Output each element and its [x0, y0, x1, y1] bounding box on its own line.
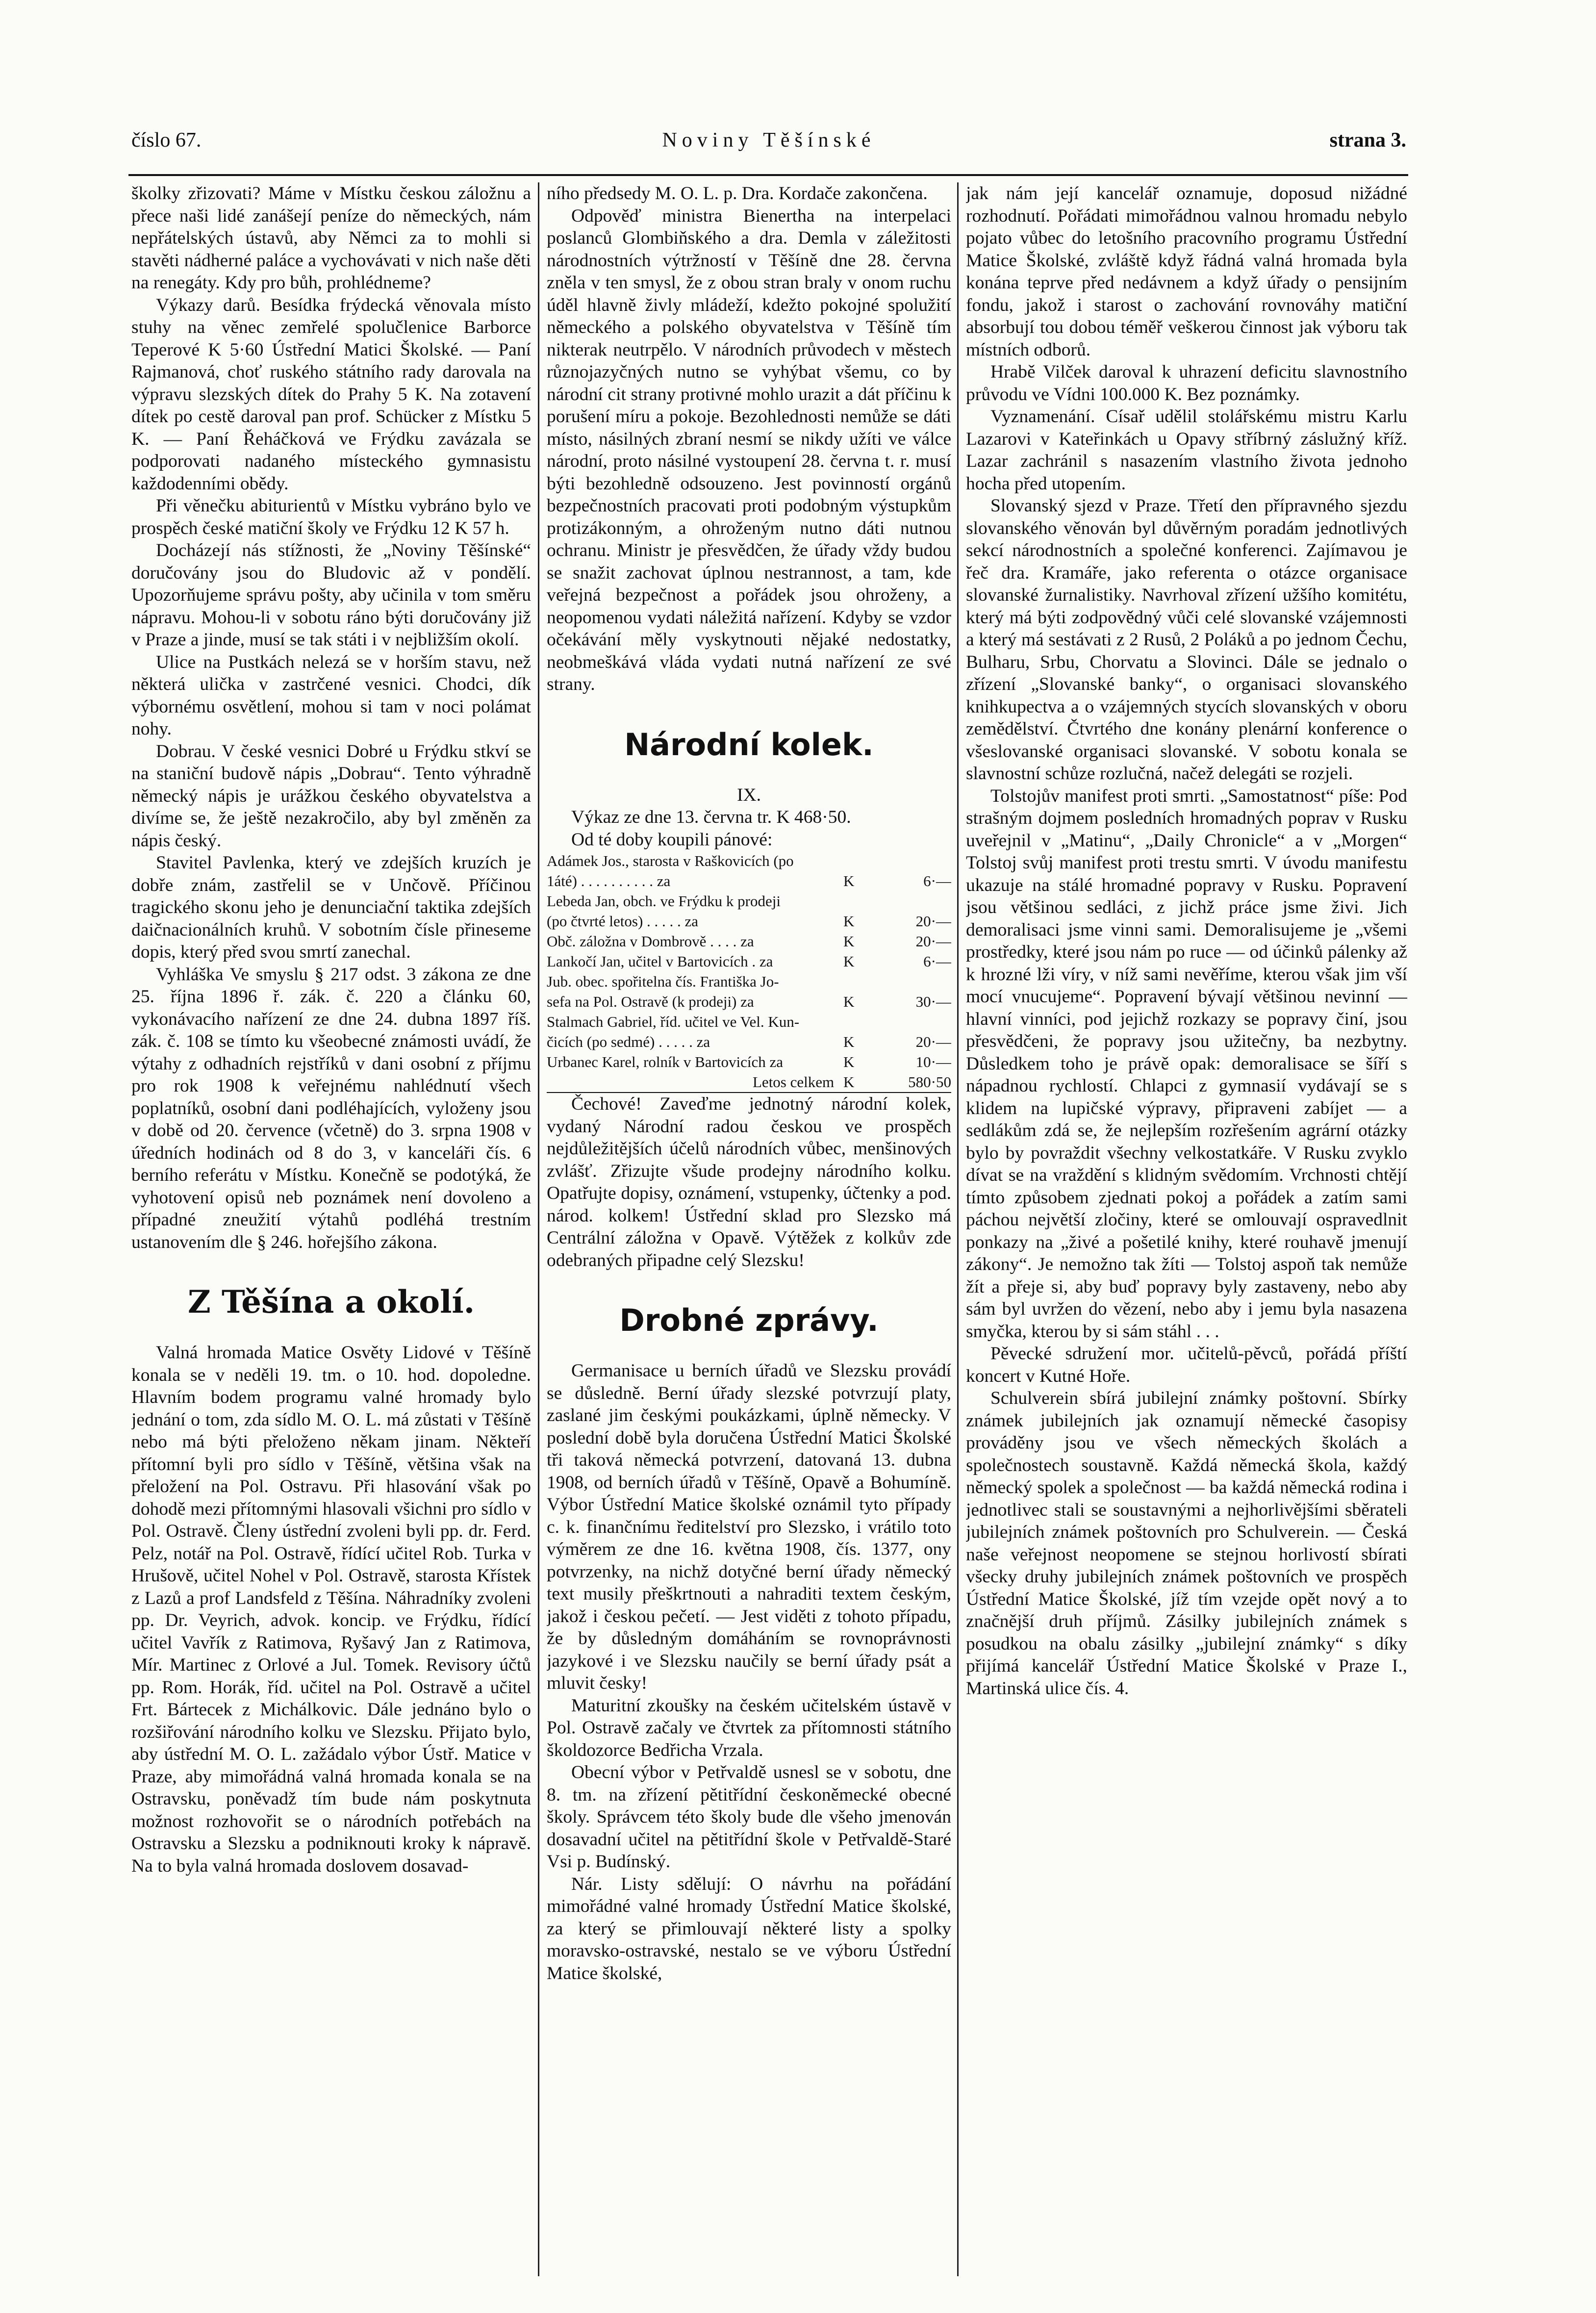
- column-divider-1: [538, 182, 539, 2276]
- kolek-report: Výkaz ze dne 13. června tr. K 468·50.: [571, 807, 851, 827]
- donor-row: [547, 971, 951, 991]
- donor-currency: K: [843, 872, 855, 890]
- page-number: strana 3.: [1329, 129, 1406, 152]
- donor-row: [547, 911, 951, 931]
- donor-name: Obč. záložna v Dombrově . . . . za: [547, 933, 754, 950]
- donor-currency: K: [843, 1033, 855, 1050]
- kolek-number: IX.: [737, 785, 761, 805]
- donor-name: Lankočí Jan, učitel v Bartovicích . za: [547, 953, 773, 970]
- total-label: Letos celkem: [753, 1073, 835, 1091]
- donor-amount: 6·—: [923, 953, 951, 970]
- donor-row: [547, 891, 951, 911]
- donor-name: čicích (po sedmé) . . . . . za: [547, 1033, 710, 1050]
- donor-currency: K: [843, 993, 855, 1010]
- donor-name: sefa na Pol. Ostravě (k prodeji) za: [547, 993, 754, 1010]
- paragraph: Valná hromada Matice Osvěty Lidové v Těšíně konala se v neděli 19. tm. o 10. hod. dopoledne. Hlavním bodem programu valné hromady bylo jednání o tom, zda sídlo M. O. L. má zůstati v Těšíně nebo má býti přeloženo někam jinam. Někteří přítomní byli pro sídlo v Těšíně, většina však na přeložení na Pol. Ostravu. Při hlasování však po dohodě mezi přítomnými hlasovali všichni pro sídlo v Pol. Ostravě. Členy ústřední zvoleni byli pp. dr. Ferd. Pelz, notář na Pol. Ostravě, řídící učitel Rob. Turka v Hrušově, učitel Nohel v Pol. Ostravě, starosta Křístek z Lazů a prof Landsfeld z Těšína. Náhradníky zvoleni pp. Dr. Veyrich, advok. koncip. ve Frýdku, řídící učitel Vavřík z Ratimova, Ryšavý Jan z Ratimova, Mír. Martinec z Orlové a Jul. Tomek. Revisory účtů pp. Rom. Horák, říd. učitel na Pol. Ostravě a učitel Frt. Bártecek z Michálkovic. Dále jednáno bylo o rozšiřování národního kolku ve Slezsku. Přijato bylo, aby ústřední M. O. L. zažádalo výbor Ústř. Matice v Praze, aby mimořádná valná hromada konala se na Ostravsku, poněvadž tím bude nám poskytnuta možnost rozhovořit se o národních potřebách na Ostravsku a Slezsku a podniknouti kroky k nápravě. Na to byla valná hromada doslovem dosavad-: [131, 1343, 531, 1876]
- page-header: [131, 124, 1406, 168]
- donor-name: Adámek Jos., starosta v Raškovicích (po: [547, 852, 794, 869]
- paragraph: ního předsedy M. O. L. p. Dra. Kordače zakončena.: [547, 183, 928, 203]
- paragraph: Pěvecké sdružení mor. učitelů-pěvců, pořádá příští koncert v Kutné Hoře.: [966, 1344, 1407, 1386]
- donor-name: Jub. obec. spořitelna čís. Františka Jo-: [547, 973, 779, 990]
- paragraph: Dobrau. V české vesnici Dobré u Frýdku stkví se na staniční budově nápis „Dobrau“. Tento výhradně německý nápis je urážkou českého obyvatelstva a divíme se, že ještě nezakročilo, aby byl změněn za nápis český.: [131, 741, 531, 851]
- paragraph: Ulice na Pustkách nelezá se v horším stavu, než některá ulička v zastrčené vesnici. Chodci, dík výbornému osvětlení, mohou si tam v noci polámat nohy.: [131, 652, 531, 739]
- donor-name: Urbanec Karel, rolník v Bartovicích za: [547, 1053, 784, 1070]
- total-amount: 580·50: [908, 1073, 951, 1091]
- column-1: [131, 182, 531, 2276]
- paragraph: Hrabě Vilček daroval k uhrazení deficitu slavnostního průvodu ve Vídni 100.000 K. Bez poznámky.: [966, 362, 1407, 405]
- paragraph: Slovanský sjezd v Praze. Třetí den přípravného sjezdu slovanského věnován byl důvěrným poradám jednotlivých sekcí národnostních a společné konferenci. Zajímavou je řeč dra. Kramáře, jako referenta o otázce organisace slovanské žurnalistiky. Navrhoval zřízení užšího komitétu, který má býti zodpovědný vůči celé slovanské vzájemnosti a který má sestávati z 2 Rusů, 2 Poláků a po jednom Čechu, Bulharu, Srbu, Chorvatu a Slovinci. Dále se jednalo o zřízení „Slovanské banky“, o organisaci slovanského knihkupectva a o vzájemných stycích slovanských v oboru zemědělství. Čtvrtého dne konány plenární konference o všeslovanské organisaci slovanské. V sobotu konala se slavnostní schůze rozlučná, načež delegáti se rozjeli.: [966, 496, 1407, 784]
- donor-row: [547, 851, 951, 871]
- donor-name: Lebeda Jan, obch. ve Frýdku k prodeji: [547, 892, 781, 910]
- donor-currency: K: [843, 913, 855, 930]
- header-rule: [128, 174, 1408, 176]
- donor-amount: 20·—: [915, 1033, 951, 1050]
- donor-row: [547, 951, 951, 971]
- paragraph: Vyznamenání. Císař udělil stolářskému mistru Karlu Lazarovi v Kateřinkách u Opavy stříbrný záslužný kříž. Lazar zachránil s nasazením vlastního života jednoho hocha před utopením.: [966, 407, 1407, 494]
- donor-currency: K: [843, 1053, 855, 1070]
- section-title-kolek: Národní kolek.: [624, 726, 874, 763]
- donor-name: (po čtvrté letos) . . . . . za: [547, 913, 699, 930]
- donor-name: Stalmach Gabriel, říd. učitel ve Vel. Kun-: [547, 1013, 800, 1030]
- paragraph: Tolstojův manifest proti smrti. „Samostatnost“ píše: Pod strašným dojmem posledních hromadných poprav v Rusku uveřejnil v „Matinu“, „Daily Chronicle“ a v „Morgen“ Tolstoj svůj manifest proti trestu smrti. V úvodu manifestu ukazuje na stálé hromadné popravy v Rusku. Popravení jsou většinou sedláci, z jichž práce jsme živi. Jich demoralisaci jsme vinni sami. Demoralisujeme je „všemi prostředky, které jsou nám po ruce — od účinků pálenky až k hrozné lži víry, v níž sami nevěříme, kterou však jim vší mocí vnucujeme“. Popravení bývají většinou nevinní — hlavní vinníci, pod jejichž rozkazy se popravy činí, jsou přesvědčeni, že popravy jsou užitečny, ba nezbytny. Důsledkem toho je právě opak: demoralisace se šíří s nápadnou rychlostí. Chlapci z gymnasií vydávají se s klidem na lupičské výpravy, připraveni zabíjet — a sedlákům zdá se, že nejlepším rozřešením agrární otázky bylo by povraždit všechny velkostatkáře. V Rusku zvyklo dívat se na vraždění s klidným svědomím. Vrchnosti chtějí tímto způsobem zjednati pokoj a pořádek a zatím sami páchou největší zločiny, které se omlouvají ospravedlnit ponkazy na „živé a pošetilé knihy, které rouhavě jmenují zákony“. Je nemožno tak žíti — Tolstoj aspoň tak nemůže žít a přeje si, aby buď popravy byly zastaveny, nebo aby sám byl uvržen do vězení, nebo aby i jemu byla nasazena smyčka, kterou by si sám stáhl . . .: [966, 786, 1407, 1342]
- donor-row: [547, 1012, 951, 1032]
- donor-amount: 6·—: [923, 872, 951, 890]
- paragraph: Čechové! Zaveďme jednotný národní kolek, vydaný Národní radou českou ve prospěch nejdůležitějších účelů národních vůbec, menšinových zvlášť. Zřizujte všude prodejny národního kolku. Opatřujte dopisy, oznámení, vstupenky, účtenky a pod. národ. kolkem! Ústřední sklad pro Slezsko má Centrální záložna v Opavě. Výtěžek z kolkův zde odebraných připadne celý Slezsku!: [547, 1094, 951, 1271]
- donor-name: 1áté) . . . . . . . . . . za: [547, 872, 671, 890]
- paragraph: Maturitní zkoušky na českém učitelském ústavě v Pol. Ostravě začaly ve čtvrtek za přítomnosti státního školdozorce Bedřicha Vrzala.: [547, 1695, 951, 1760]
- donor-amount: 30·—: [915, 993, 951, 1010]
- donor-amount: 10·—: [915, 1053, 951, 1070]
- donor-total-row: [547, 1072, 951, 1093]
- donor-amount: 20·—: [915, 913, 951, 930]
- paragraph: Schulverein sbírá jubilejní známky poštovní. Sbírky známek jubilejních jak oznamují německé časopisy prováděny jsou ve všech německých školách a společnostech soustavně. Každá německá škola, každý německý spolek a společnost — ba každá německá rodina i jednotlivec stali se soustavnými a nejhorlivějšími sběrateli jubilejních známek poštovních pro Schulverein. — Česká naše veřejnost neopomene se stejnou horlivostí sbírati všecky druhy jubilejních známek poštovních ve prospěch Ústřední Matice Školské, jíž tím vzejde opět nový a to značnější druh příjmů. Zásilky jubilejních známek s posudkou na obalu zásilky „jubilejní známky“ s díky přijímá kancelář Ústřední Matice Školské v Praze I., Martinská ulice čís. 4.: [966, 1388, 1407, 1699]
- paragraph: jak nám její kancelář oznamuje, doposud nižádné rozhodnutí. Pořádati mimořádnou valnou hromadu nebylo pojato vůbec do letošního pracovního programu Ústřední Matice Školské, zvláště když řádná valná hromada byla konána teprve před nedávnem a když úřady o pensijním fondu, jakož i starost o zachování rovnováhy matiční absorbují tou dobou téměř veškerou činnost jak výboru tak místních odborů.: [966, 183, 1407, 360]
- paragraph: Výkazy darů. Besídka frýdecká věnovala místo stuhy na věnec zemřelé spolučlenice Barborce Teperové K 5·60 Ústřední Matici Školské. — Paní Rajmanová, choť ruského státního rady darovala na výpravu slezských dítek do Prahy 5 K. Na zotavení dítek po cestě daroval pan prof. Schücker z Místku 5 K. — Paní Řeháčková ve Frýdku zavázala se podporovati nadaného místeckého gymnasistu každodenními obědy.: [131, 295, 531, 494]
- paragraph: Nár. Listy sdělují: O návrhu na pořádání mimořádné valné hromady Ústřední Matice školské, za který se přimlouvají některé listy a spolky moravsko-ostravské, nestalo se ve výboru Ústřední Matice školské,: [547, 1874, 951, 1983]
- donor-row: [547, 1032, 951, 1052]
- kolek-intro: Od té doby koupili pánové:: [571, 829, 773, 850]
- newspaper-title: Noviny Těšínské: [662, 129, 876, 152]
- paragraph: Vyhláška Ve smyslu § 217 odst. 3 zákona ze dne 25. října 1896 ř. zák. č. 220 a článku 60, vykonávacího nařízení ze dne 24. dubna 1897 říš. zák. č. 108 se tímto ku všeobecné známosti uvádí, že výtahy z odhadních rejstříků v dani osobní z příjmu pro rok 1908 k veřejnému nahlédnutí všech poplatníků, osobní dani podléhajících, vyloženy jsou v době od 20. července (včetně) do 3. srpna 1908 v úředních hodinách od 8 do 3, v kanceláři čís. 6 berního referátu v Místku. Konečně se podotýká, že vyhotovení opisů neb poznámek není dovoleno a případné zneužití výtahů podléhá trestním ustanovením dle § 246. hořejšího zákona.: [131, 964, 531, 1252]
- donor-row: [547, 871, 951, 891]
- column-3: [966, 182, 1407, 2276]
- column-divider-2: [957, 182, 959, 2276]
- donor-currency: K: [843, 953, 855, 970]
- donor-row: [547, 1052, 951, 1072]
- paragraph: Obecní výbor v Petřvaldě usnesl se v sobotu, dne 8. tm. na zřízení pětitřídní českoněmecké obecné školy. Správcem této školy bude dle všeho jmenován dosavadní učitel na pětitřídní škole v Petřvaldě-Staré Vsi p. Budínský.: [547, 1762, 951, 1872]
- donor-list: [547, 851, 951, 1072]
- section-title-tesin: Z Těšína a okolí.: [188, 1284, 475, 1321]
- paragraph: Při věnečku abiturientů v Místku vybráno bylo ve prospěch české matiční školy ve Frýdku 12 K 57 h.: [131, 496, 531, 538]
- paragraph: Stavitel Pavlenka, který ve zdejších kruzích je dobře znám, zastřelil se v Unčově. Příčinou tragického skonu jeho je denunciační taktika zdejších daičnacionálních kruhů. V sobotním čísle přineseme dopis, který před svou smrtí zanechal.: [131, 853, 531, 962]
- section-title-drobne: Drobné zprávy.: [619, 1302, 879, 1338]
- paragraph: Docházejí nás stížnosti, že „Noviny Těšínské“ doručovány jsou do Bludovic až v pondělí. Upozorňujeme správu pošty, aby učinila v tom směru nápravu. Mohou-li v sobotu ráno býti doručovány již v Praze a jinde, musí se tak státi i v nejbližším okolí.: [131, 540, 531, 650]
- issue-number: číslo 67.: [131, 129, 202, 152]
- donor-amount: 20·—: [915, 933, 951, 950]
- paragraph: Odpověď ministra Bienertha na interpelaci poslanců Glombiňského a dra. Demla v záležitosti národnostních výtržností v Těšíně dne 28. června zněla v ten smysl, že z obou stran braly v onom ruchu úděl hlavně živly mládeží, kdežto pokojné spolužití německého a polského obyvatelstva v Těšíně tím nikterak neutrpělo. V národních průvodech v městech různojazyčných nutno se vyhýbat všemu, co by národní cit strany protivné mohlo urazit a dát příčinu k porušení míru a pokoje. Bezohlednosti nemůže se dáti místo, násilných zbraní nesmí se nikdy užíti ve válce národní, proto násilné vystoupení 28. června t. r. musí býti bezohledně odsouzeno. Jest povinností orgánů bezpečnostních pracovati proti podobným výstupkům protizákonným, a ohroženým nutno dáti nutnou ochranu. Ministr je přesvědčen, že úřady vždy budou se snažit zachovat úplnou nestrannost, a tam, kde veřejná bezpečnost a pořádek jsou ohroženy, a neopomenou vydati náležitá nařízení. Kdyby se vzdor očekávání měly vyskytnouti nějaké nedostatky, neobmeškává vláda vydati nutná nařízení ze své strany.: [547, 205, 951, 694]
- donor-currency: K: [843, 933, 855, 950]
- column-2: [547, 182, 951, 2276]
- donor-row: [547, 931, 951, 951]
- paragraph: školky zřizovati? Máme v Místku českou záložnu a přece naši lidé zanášejí peníze do německých, nám nepřátelských ústavů, aby Němci za to mohli si stavěti nádherné paláce a vychovávati v nich naše děti na renegáty. Kdy pro bůh, prohlédneme?: [131, 183, 531, 293]
- donor-row: [547, 991, 951, 1012]
- paragraph: Germanisace u berních úřadů ve Slezsku provádí se důsledně. Berní úřady slezské potvrzují platy, zaslané jim českými poukázkami, úplně německy. V poslední době byla doručena Ústřední Matici Školské tři taková německá potvrzení, datovaná 13. dubna 1908, od berních úřadů v Těšíně, Opavě a Bohumíně. Výbor Ústřední Matice školské oznámil tyto případy c. k. finančnímu ředitelství pro Slezsko, i vrátilo toto výměrem ze dne 16. května 1908, čís. 1377, ony potvrzenky, na nichž dotyčné berní úřady německý text musily přeškrtnouti a nahraditi textem českým, jakož i českou pečetí. — Jest viděti z tohoto případu, že by důsledným domáháním se rovnoprávnosti jazykové i ve Slezsku naučily se berní úřady psát a mluvit česky!: [547, 1361, 951, 1693]
- total-currency: K: [843, 1073, 855, 1091]
